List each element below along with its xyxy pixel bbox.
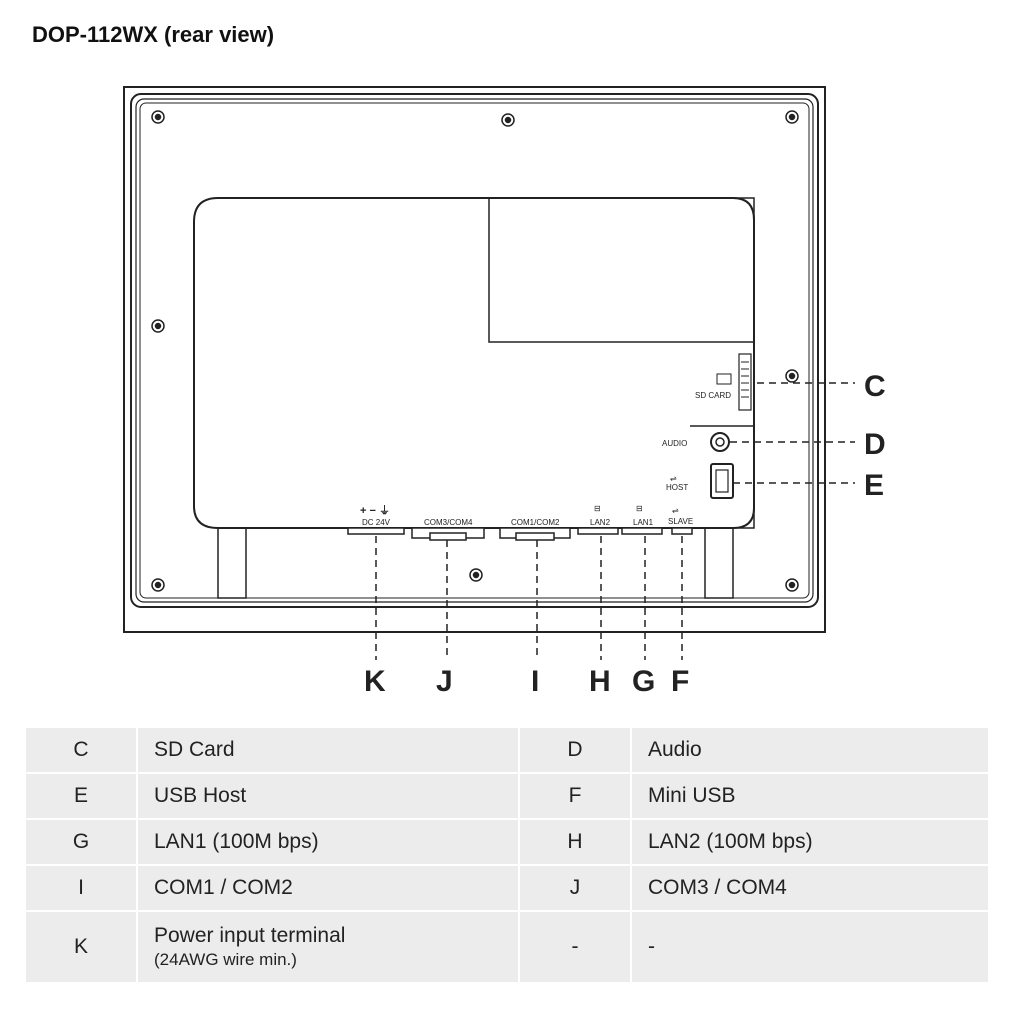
audio-label: AUDIO xyxy=(662,439,688,448)
screw-icon xyxy=(152,320,164,332)
lan-icon: ⊟ xyxy=(636,504,643,513)
legend-key: I xyxy=(25,865,137,911)
legend-value: LAN2 (100M bps) xyxy=(631,819,989,865)
com12-label: COM1/COM2 xyxy=(511,518,560,527)
callout-i: I xyxy=(531,665,540,698)
legend-table xyxy=(24,726,990,984)
legend-value: USB Host xyxy=(137,773,519,819)
table-row xyxy=(25,911,989,983)
outer-frame xyxy=(124,87,825,632)
legend-value: COM1 / COM2 xyxy=(137,865,519,911)
legend-key: H xyxy=(519,819,631,865)
legend-key: - xyxy=(519,911,631,983)
usb-icon: ⇌ xyxy=(670,474,677,483)
slave-label: SLAVE xyxy=(668,517,694,526)
callout-c: C xyxy=(864,370,886,403)
dc-symbols: + − ⏚ xyxy=(360,505,390,517)
table-row xyxy=(25,773,989,819)
legend-key: D xyxy=(519,727,631,773)
screw-icon xyxy=(470,569,482,581)
sd-card-label: SD CARD xyxy=(695,391,732,400)
screw-icon xyxy=(152,579,164,591)
bezel-inner xyxy=(136,99,813,602)
page-title: DOP-112WX (rear view) xyxy=(32,22,275,47)
legend-value: SD Card xyxy=(137,727,519,773)
callout-k: K xyxy=(364,665,386,698)
legend-key: K xyxy=(25,911,137,983)
mini-usb-port xyxy=(672,528,692,534)
host-label: HOST xyxy=(666,483,689,492)
legend-note: (24AWG wire min.) xyxy=(154,950,297,969)
lan2-label: LAN2 xyxy=(590,518,611,527)
legend-value: COM3 / COM4 xyxy=(631,865,989,911)
screw-icon xyxy=(152,111,164,123)
legend-value: Mini USB xyxy=(631,773,989,819)
screw-icon xyxy=(786,111,798,123)
table-row xyxy=(25,819,989,865)
power-terminal xyxy=(348,528,404,534)
callout-e: E xyxy=(864,469,885,502)
legend-key: F xyxy=(519,773,631,819)
callout-d: D xyxy=(864,428,886,461)
lan1-port xyxy=(622,528,662,534)
callout-j: J xyxy=(436,665,453,698)
label-area xyxy=(489,198,754,342)
legend-value: LAN1 (100M bps) xyxy=(137,819,519,865)
sd-card-icon xyxy=(717,374,731,384)
com34-label: COM3/COM4 xyxy=(424,518,473,527)
table-row xyxy=(25,865,989,911)
bottom-connectors xyxy=(348,528,692,540)
legend-key: E xyxy=(25,773,137,819)
legend-value: Power input terminal xyxy=(154,924,346,947)
callout-h: H xyxy=(589,665,611,698)
legend-key: C xyxy=(25,727,137,773)
legend-value: Audio xyxy=(631,727,989,773)
lan1-label: LAN1 xyxy=(633,518,654,527)
usb-host-port xyxy=(711,464,733,498)
screw-icon xyxy=(502,114,514,126)
legend-key: J xyxy=(519,865,631,911)
callout-f: F xyxy=(671,665,690,698)
screw-icon xyxy=(786,579,798,591)
legend-key: G xyxy=(25,819,137,865)
lan2-port xyxy=(578,528,618,534)
screws xyxy=(152,111,798,591)
legend-value-cell xyxy=(137,911,519,983)
legend-value: - xyxy=(631,911,989,983)
table-row xyxy=(25,727,989,773)
screw-icon xyxy=(786,370,798,382)
usb-icon: ⇌ xyxy=(672,506,679,515)
dc-24v-label: DC 24V xyxy=(362,518,391,527)
lan-icon: ⊟ xyxy=(594,504,601,513)
callout-g: G xyxy=(632,665,656,698)
bezel-inner2 xyxy=(140,103,809,598)
